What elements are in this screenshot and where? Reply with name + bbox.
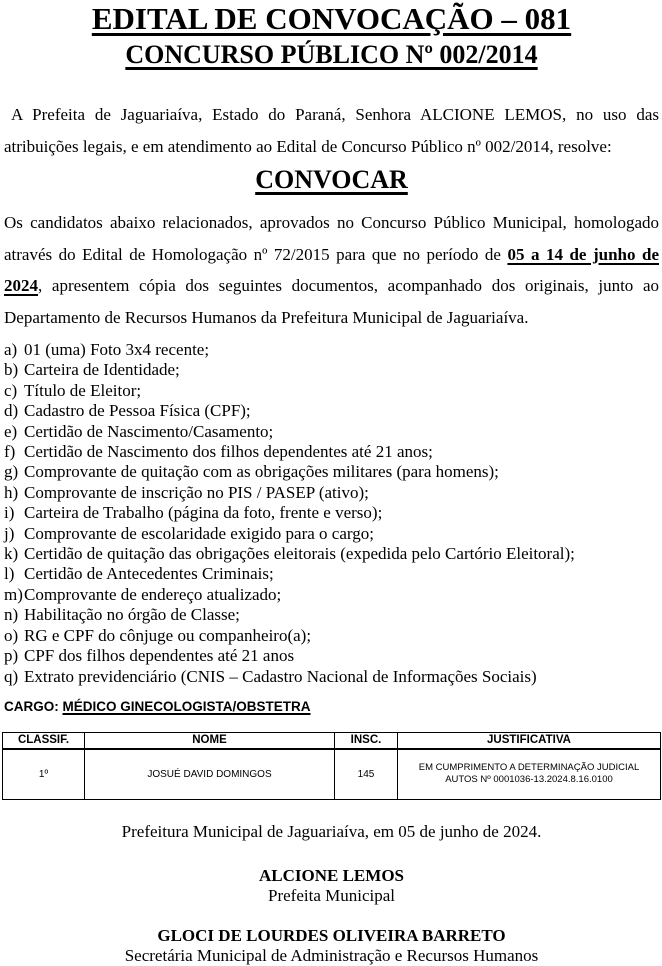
- list-item: [4, 605, 659, 625]
- cell-justificativa: [398, 749, 661, 800]
- list-item: [4, 442, 659, 462]
- body-paragraph-text-before: Os candidatos abaixo relacionados, aprovados no Concurso Público Municipal, homologado através do Edital de Homologação nº 72/2015 para que no período de: [4, 213, 659, 264]
- signature-block-secretary: [4, 926, 659, 966]
- list-item-text: Carteira de Trabalho (página da foto, frente e verso);: [24, 503, 383, 523]
- list-item: [4, 667, 659, 687]
- list-item-marker: k): [4, 544, 19, 564]
- list-item-text: Extrato previdenciário (CNIS – Cadastro Nacional de Informações Sociais): [24, 666, 537, 686]
- list-item-text: Comprovante de inscrição no PIS / PASEP (ativo);: [24, 482, 369, 502]
- list-item-text: Comprovante de escolaridade exigido para o cargo;: [24, 523, 374, 543]
- intro-paragraph: A Prefeita de Jaguariaíva, Estado do Paraná, Senhora ALCIONE LEMOS, no uso das atribuições legais, e em atendimento ao Edital de Concurso Público nº 002/2014, resolve:: [4, 105, 659, 156]
- justificativa-line-2: AUTOS Nº 0001036-13.2024.8.16.0100: [445, 774, 613, 786]
- list-item-marker: m): [4, 584, 23, 604]
- list-item-marker: e): [4, 421, 18, 441]
- signature-block-mayor: [4, 866, 659, 906]
- list-item: [4, 462, 659, 482]
- list-item-text: Habilitação no órgão de Classe;: [24, 605, 240, 625]
- justificativa-line-1: EM CUMPRIMENTO A DETERMINAÇÃO JUDICIAL: [418, 762, 640, 774]
- convocar-heading: CONVOCAR: [255, 165, 408, 194]
- list-item: [4, 401, 659, 421]
- cell-nome: JOSUÉ DAVID DOMINGOS: [85, 749, 335, 800]
- list-item: [4, 503, 659, 523]
- signature-role: Secretária Municipal de Administração e Recursos Humanos: [124, 945, 539, 965]
- cargo-line: [4, 698, 659, 715]
- document-title: EDITAL DE CONVOCAÇÃO – 081: [91, 1, 572, 36]
- list-item-text: Comprovante de endereço atualizado;: [24, 584, 282, 604]
- list-item-marker: a): [4, 340, 18, 359]
- list-item-marker: p): [4, 646, 19, 666]
- column-header-justificativa: JUSTIFICATIVA: [398, 732, 661, 749]
- column-header-classif: CLASSIF.: [3, 732, 85, 749]
- table-row: [3, 749, 661, 800]
- cell-classif: 1º: [3, 749, 85, 800]
- list-item: [4, 544, 659, 564]
- candidates-table: [2, 732, 661, 800]
- list-item-marker: h): [4, 482, 19, 502]
- list-item: [4, 381, 659, 401]
- body-paragraph: [4, 207, 659, 333]
- list-item-text: Título de Eleitor;: [24, 380, 142, 400]
- list-item: [4, 360, 659, 380]
- list-item-text: Cadastro de Pessoa Física (CPF);: [24, 401, 251, 421]
- column-header-insc: INSC.: [335, 732, 398, 749]
- list-item: [4, 483, 659, 503]
- place-date-line: Prefeitura Municipal de Jaguariaíva, em 05 de junho de 2024.: [121, 821, 542, 841]
- list-item-marker: o): [4, 625, 19, 645]
- list-item-marker: n): [4, 605, 19, 625]
- list-item-text: Comprovante de quitação com as obrigações militares (para homens);: [24, 462, 499, 482]
- list-item-marker: c): [4, 380, 18, 400]
- list-item-marker: d): [4, 401, 19, 421]
- list-item: [4, 564, 659, 584]
- list-item-text: CPF dos filhos dependentes até 21 anos: [24, 646, 295, 666]
- list-item-text: Certidão de Antecedentes Criminais;: [24, 564, 274, 584]
- list-item-text: Carteira de Identidade;: [24, 360, 180, 380]
- cell-insc: 145: [335, 749, 398, 800]
- list-item-marker: q): [4, 666, 19, 686]
- cargo-label: CARGO:: [4, 698, 63, 714]
- list-item: [4, 340, 659, 360]
- list-item-text: Certidão de Nascimento dos filhos dependentes até 21 anos;: [24, 442, 433, 462]
- list-item: [4, 524, 659, 544]
- list-item-marker: l): [4, 564, 15, 584]
- list-item-text: RG e CPF do cônjuge ou companheiro(a);: [24, 625, 312, 645]
- list-item: [4, 646, 659, 666]
- list-item-marker: g): [4, 462, 19, 482]
- list-item: [4, 422, 659, 442]
- list-item-marker: b): [4, 360, 19, 380]
- body-paragraph-text-after: , apresentem cópia dos seguintes documentos, acompanhado dos originais, junto ao Departamento de Recursos Humanos da Prefeitura Municipal de Jaguariaíva.: [4, 276, 659, 327]
- list-item-text: 01 (uma) Foto 3x4 recente;: [24, 340, 210, 359]
- list-item-marker: j): [4, 523, 15, 543]
- list-item: [4, 626, 659, 646]
- list-item-text: Certidão de Nascimento/Casamento;: [24, 421, 274, 441]
- requirements-list: [4, 340, 659, 687]
- document-subtitle: CONCURSO PÚBLICO Nº 002/2014: [125, 40, 538, 69]
- cargo-value: MÉDICO GINECOLOGISTA/OBSTETRA: [62, 698, 311, 714]
- list-item: [4, 585, 659, 605]
- signature-role: Prefeita Municipal: [268, 885, 395, 905]
- column-header-nome: NOME: [85, 732, 335, 749]
- convocation-period-highlight: 05 a 14 de junho de 2024: [4, 244, 659, 295]
- list-item-marker: i): [4, 503, 15, 523]
- list-item-text: Certidão de quitação das obrigações eleitorais (expedida pelo Cartório Eleitoral);: [24, 544, 575, 564]
- list-item-marker: f): [4, 442, 16, 462]
- signature-name: GLOCI DE LOURDES OLIVEIRA BARRETO: [157, 925, 506, 945]
- table-header-row: [3, 732, 661, 749]
- signature-name: ALCIONE LEMOS: [259, 865, 404, 885]
